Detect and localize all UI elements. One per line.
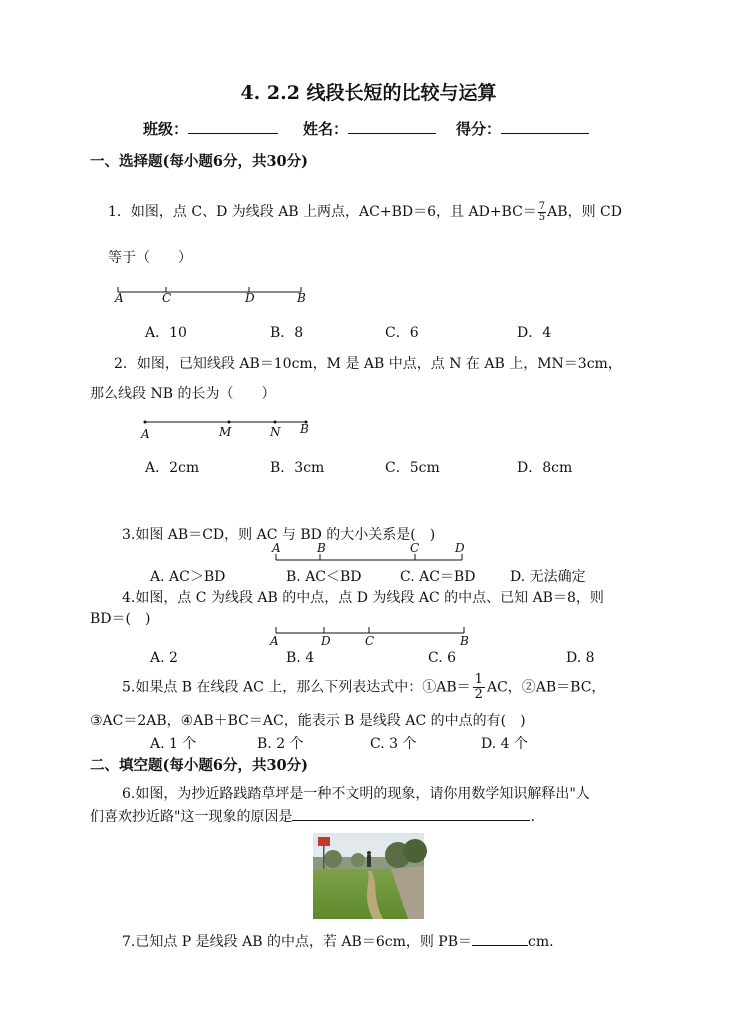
class-label: 班级：: [143, 120, 189, 138]
name-label: 姓名：: [303, 120, 349, 138]
photo-tree: [324, 850, 342, 868]
q2-option-d[interactable]: D．8cm: [517, 460, 573, 476]
q4-label-b: B: [460, 634, 469, 648]
q1-option-d[interactable]: D．4: [517, 325, 552, 341]
q2-option-c[interactable]: C．5cm: [385, 460, 440, 476]
q6-line-1: 6.如图，为抄近路践踏草坪是一种不文明的现象，请你用数学知识解释出"人: [122, 786, 590, 802]
q4-option-d[interactable]: D. 8: [566, 650, 595, 666]
q4-label-d: D: [321, 634, 331, 648]
q2-point-a: [144, 421, 147, 424]
q3-label-a: A: [272, 541, 281, 555]
q1-option-b[interactable]: B．8: [270, 325, 304, 341]
q2-label-b: B: [300, 422, 309, 436]
q5-option-d[interactable]: D. 4 个: [481, 736, 528, 752]
score-label: 得分：: [456, 120, 502, 138]
q3-option-c[interactable]: C. AC＝BD: [400, 569, 476, 585]
q5-option-b[interactable]: B. 2 个: [257, 736, 304, 752]
q1-label-d: D: [245, 291, 255, 305]
q7-answer-blank[interactable]: [472, 931, 528, 946]
q5-line-1: [122, 673, 605, 702]
lawn-shortcut-photo: [313, 833, 424, 919]
q5-frac-den: 2: [474, 687, 483, 702]
photo-tree: [351, 853, 365, 867]
q4-label-a: A: [270, 634, 279, 648]
q3-segment-figure: [272, 553, 467, 563]
q5-option-c[interactable]: C. 3 个: [370, 736, 417, 752]
section-2-heading: 二、填空题(每小题6分，共30分): [90, 757, 308, 774]
q4-option-c[interactable]: C. 6: [428, 650, 457, 666]
q2-label-m: M: [219, 425, 232, 439]
score-blank[interactable]: [501, 119, 589, 134]
q1-label-a: A: [115, 291, 124, 305]
q4-option-b[interactable]: B. 4: [286, 650, 315, 666]
class-blank[interactable]: [188, 119, 278, 134]
q2-point-m: [228, 421, 231, 424]
class-field: [143, 118, 278, 139]
q3-line-1: 3.如图 AB＝CD，则 AC 与 BD 的大小关系是( ): [122, 527, 436, 543]
q7-line: [122, 931, 554, 951]
page-title: 4. 2.2 线段长短的比较与运算: [240, 82, 497, 104]
q6-answer-blank[interactable]: [292, 806, 530, 821]
q4-line-1: 4.如图，点 C 为线段 AB 的中点，点 D 为线段 AC 的中点、已知 AB＝8，则: [122, 590, 604, 606]
q2-option-a[interactable]: A．2cm: [145, 460, 200, 476]
q5-frac-num: 1: [474, 672, 483, 687]
name-field: [303, 118, 436, 139]
q3-label-d: D: [455, 541, 465, 555]
q1-line-2: 等于（ ）: [108, 250, 192, 266]
q3-option-d[interactable]: D. 无法确定: [510, 569, 586, 585]
q2-point-n: [274, 421, 277, 424]
q7-text: 7.已知点 P 是线段 AB 的中点，若 AB＝6cm，则 PB＝: [122, 934, 473, 950]
q1-label-c: C: [162, 291, 172, 305]
photo-tree: [403, 839, 427, 863]
q1-label-b: B: [297, 291, 306, 305]
q5-option-a[interactable]: A. 1 个: [150, 736, 197, 752]
q6-text: 们喜欢抄近路"这一现象的原因是: [90, 809, 293, 825]
q3-option-b[interactable]: B. AC＜BD: [286, 569, 362, 585]
q1-option-a[interactable]: A．10: [145, 325, 187, 341]
q1-fraction: [538, 202, 546, 223]
q5-text-b: AC，②AB＝BC，: [486, 679, 606, 696]
q3-label-c: C: [410, 541, 420, 555]
q5-fraction: [473, 673, 485, 702]
q1-segment-figure: [115, 284, 305, 296]
q2-label-n: N: [270, 425, 281, 439]
q2-label-a: A: [141, 427, 150, 441]
q5-text-a: 5.如果点 B 在线段 AC 上，那么下列表达式中：①AB＝: [122, 679, 471, 696]
q4-option-a[interactable]: A. 2: [150, 650, 178, 666]
photo-sign: [318, 837, 330, 846]
q1-option-c[interactable]: C．6: [385, 325, 419, 341]
q1-frac-num: 7: [538, 200, 546, 212]
q3-option-a[interactable]: A. AC＞BD: [150, 569, 226, 585]
q2-line-1: 2．如图，已知线段 AB＝10cm，M 是 AB 中点，点 N 在 AB 上，MN＝3cm，: [114, 356, 622, 372]
q1-text-a: 1．如图，点 C、D 为线段 AB 上两点，AC+BD＝6，且 AD+BC＝: [108, 204, 537, 220]
photo-sign-pole: [323, 846, 325, 870]
q6-end: .: [530, 809, 535, 825]
photo-person-head: [367, 851, 371, 855]
q1-line-1: [108, 201, 622, 223]
q5-line-2: ③AC＝2AB，④AB＋BC＝AC，能表示 B 是线段 AC 的中点的有( ): [90, 713, 526, 729]
name-blank[interactable]: [348, 119, 436, 134]
section-1-heading: 一、选择题(每小题6分，共30分): [90, 153, 308, 170]
photo-person: [367, 855, 371, 867]
q6-line-2: [90, 806, 535, 826]
q1-frac-den: 5: [538, 211, 546, 223]
score-field: [456, 118, 589, 139]
q2-option-b[interactable]: B．3cm: [270, 460, 325, 476]
q4-line-2: BD＝( ): [90, 611, 151, 627]
q1-text-b: AB，则 CD: [547, 204, 622, 220]
q3-label-b: B: [317, 541, 326, 555]
q7-end: cm.: [528, 934, 554, 950]
q4-label-c: C: [365, 634, 375, 648]
q2-line-2: 那么线段 NB 的长为（ ）: [90, 386, 276, 402]
